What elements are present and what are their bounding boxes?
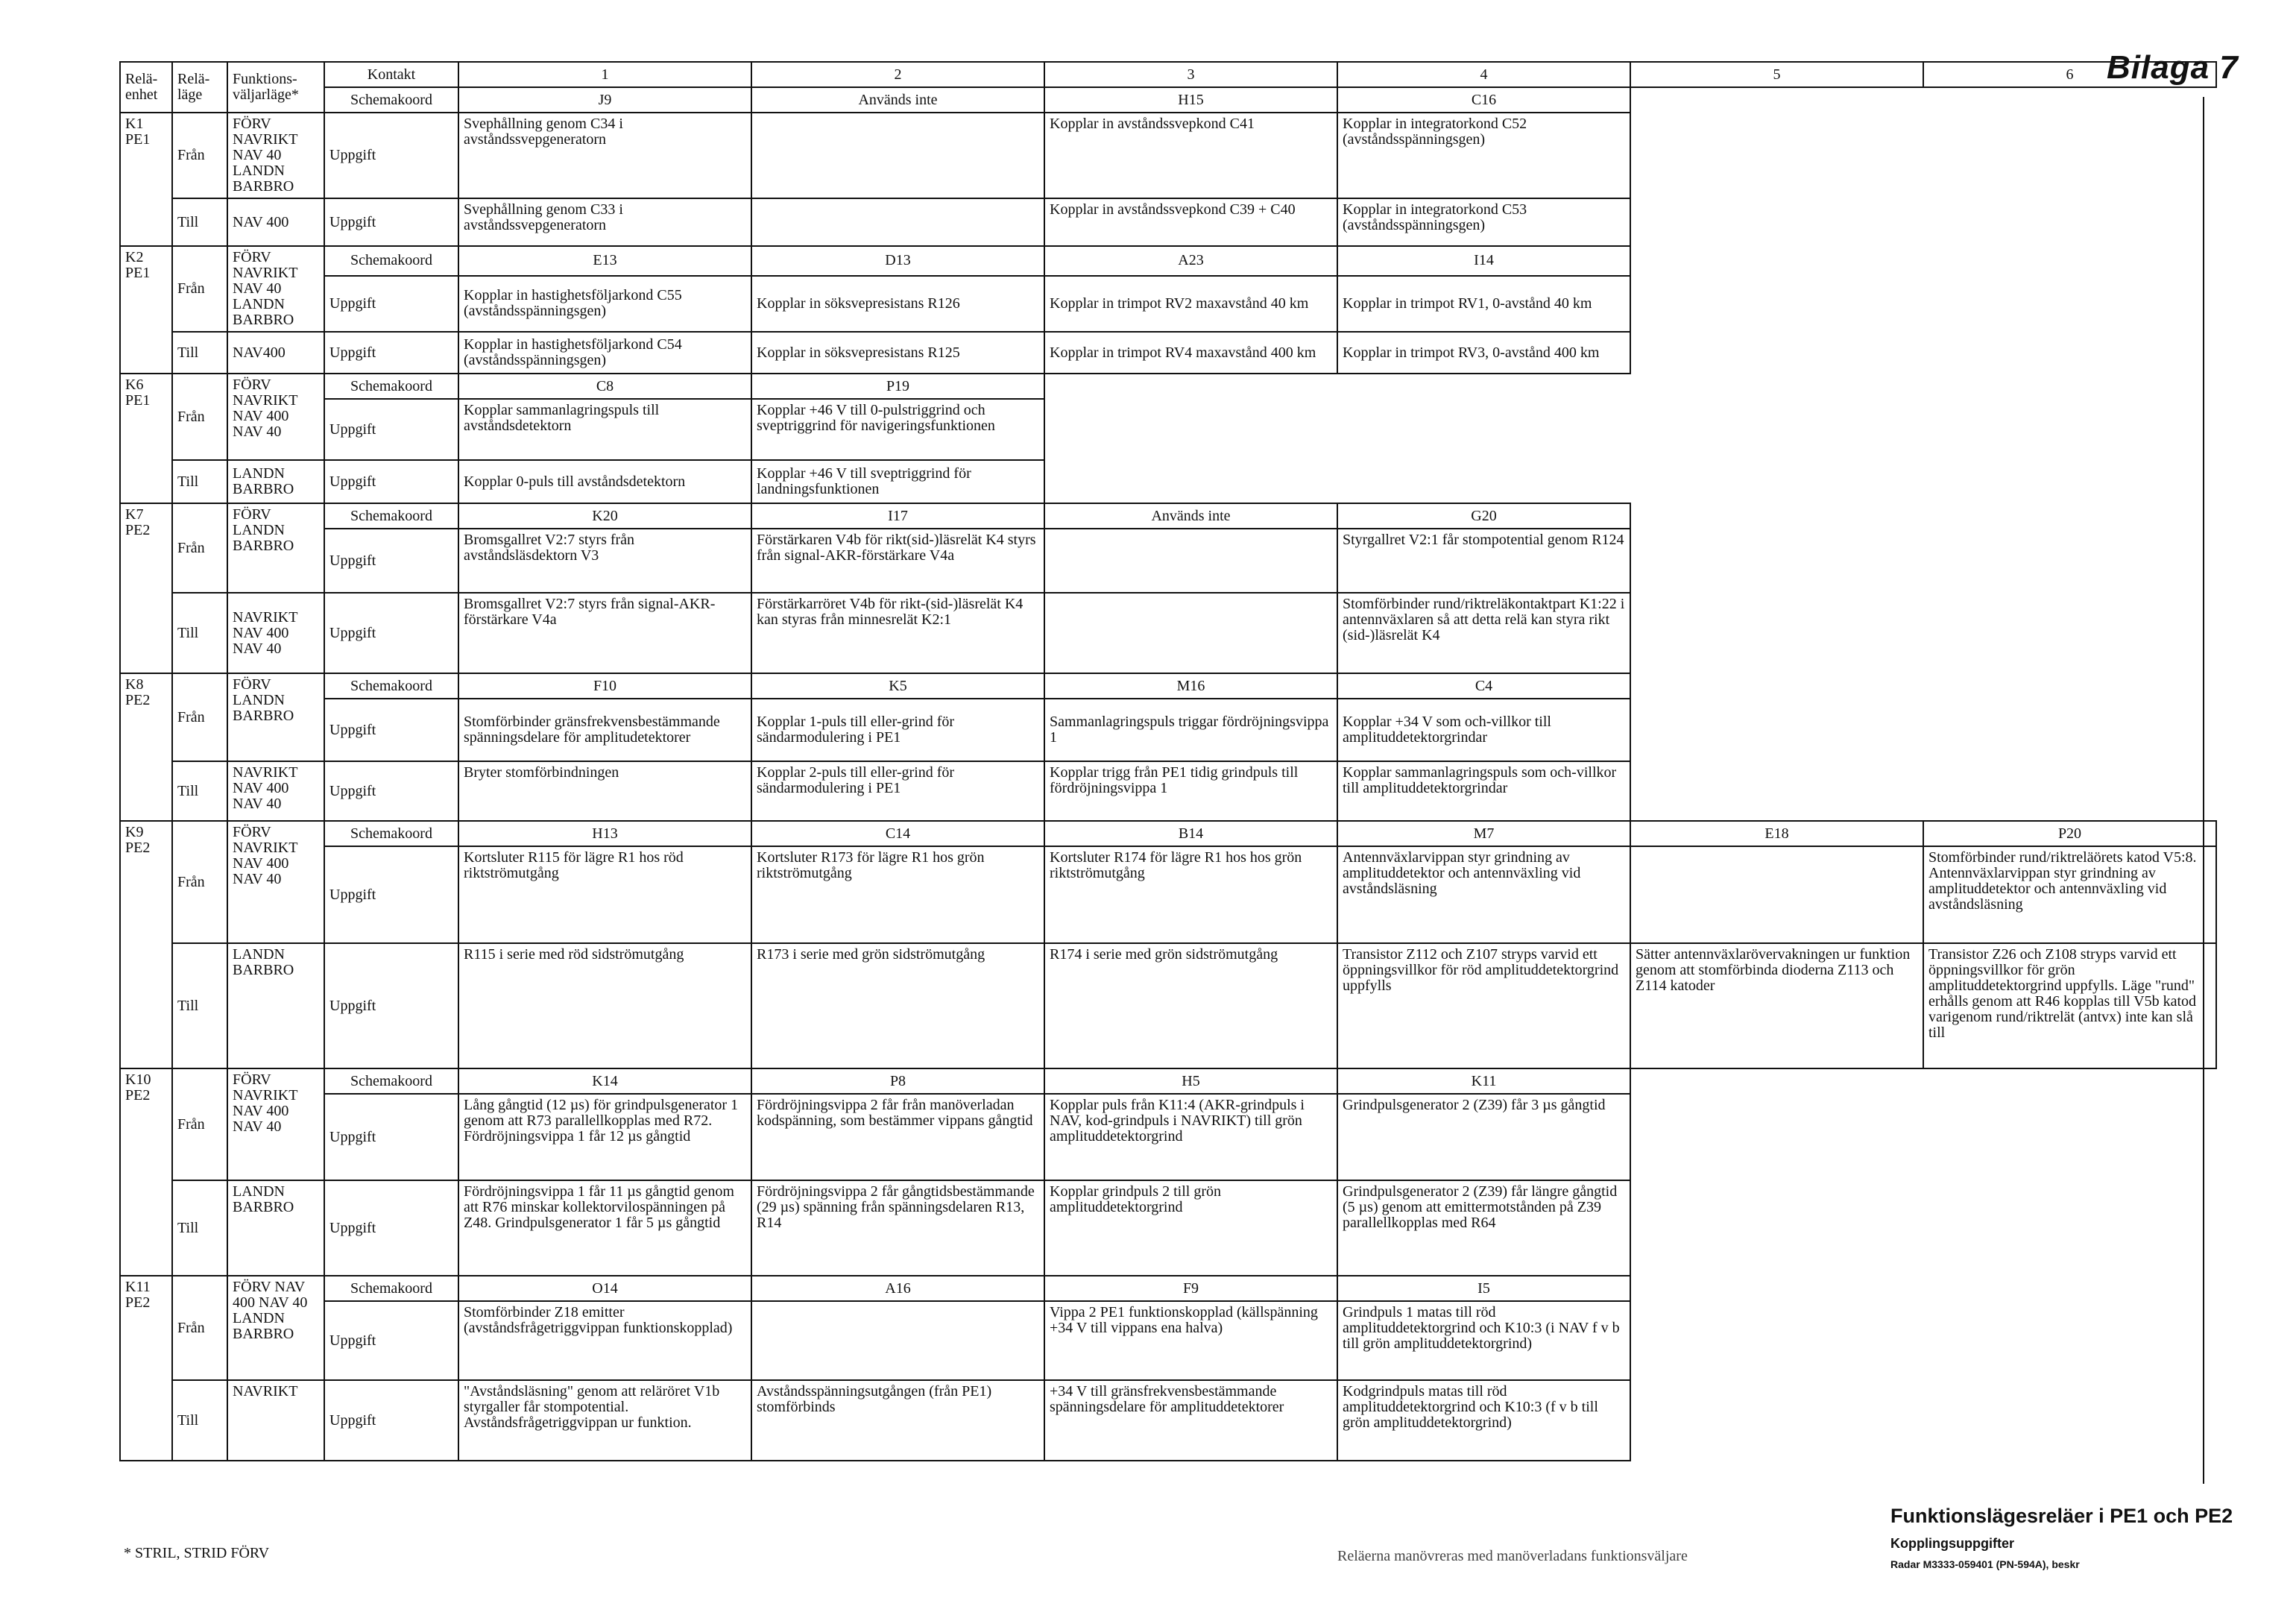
k7-fran-fv: FÖRV LANDN BARBRO	[227, 503, 324, 593]
k9-sk-4: M7	[1337, 821, 1630, 846]
k8-fran-c3: Sammanlagringspuls triggar fördröjningsvippa 1	[1044, 699, 1337, 761]
empty-cell	[1630, 761, 2216, 821]
k9-till-c6: Transistor Z26 och Z108 stryps varvid ett öppningsvillkor för grön amplituddetektorgrind uppfylls. Läge "rund" erhålls genom att R46 kopplas till V5b katod varigenom rund/riktrelät (antvx) inte kan slå till	[1923, 943, 2216, 1068]
header-col-6: 6	[1923, 62, 2216, 87]
k11-fran-uppgift: Uppgift	[324, 1301, 458, 1380]
empty-cell	[1630, 276, 2216, 332]
header-funktionsvaljarlage: Funktions-väljarläge*	[227, 62, 324, 113]
empty-cell	[1630, 87, 2216, 113]
header-col-2: 2	[751, 62, 1044, 87]
k8-fran-c4: Kopplar +34 V som och-villkor till amplituddetektorgrindar	[1337, 699, 1630, 761]
k9-sk-3: B14	[1044, 821, 1337, 846]
k1-till-c1: Svephållning genom C33 i avståndssvepgeneratorn	[458, 198, 751, 246]
k11-fran-label: Från	[172, 1276, 227, 1380]
k1-sk-3: H15	[1044, 87, 1337, 113]
appendix-label: Bilaga 7	[2107, 49, 2239, 86]
header-schemakoord: Schemakoord	[324, 87, 458, 113]
k9-till-c2: R173 i serie med grön sidströmutgång	[751, 943, 1044, 1068]
k1-fran-label: Från	[172, 113, 227, 198]
k7-sk-1: K20	[458, 503, 751, 529]
k1-till-c3: Kopplar in avståndssvepkond C39 + C40	[1044, 198, 1337, 246]
k9-sk-2: C14	[751, 821, 1044, 846]
header-col-3: 3	[1044, 62, 1337, 87]
k1-fran-c1: Svephållning genom C34 i avståndssvepgeneratorn	[458, 113, 751, 198]
header-rela-enhet: Relä-enhet	[120, 62, 172, 113]
empty-cell	[1044, 399, 2216, 460]
k8-fran-fv: FÖRV LANDN BARBRO	[227, 673, 324, 761]
k6-till-label: Till	[172, 460, 227, 503]
header-kontakt: Kontakt	[324, 62, 458, 87]
k6-fran-uppgift: Uppgift	[324, 399, 458, 460]
k10-till-c2: Fördröjningsvippa 2 får gångtidsbestämmande (29 µs) spänning från spänningsdelaren R13, R14	[751, 1180, 1044, 1276]
k9-fran-c4: Antennväxlarvippan styr grindning av amplituddetektor och antennväxling vid avståndsläsning	[1337, 846, 1630, 943]
k10-till-uppgift: Uppgift	[324, 1180, 458, 1276]
empty-cell	[1630, 1301, 2216, 1380]
empty-cell	[1630, 673, 2216, 699]
k7-fran-c3	[1044, 529, 1337, 593]
k1-till-label: Till	[172, 198, 227, 246]
k11-till-label: Till	[172, 1380, 227, 1461]
k9-fran-label: Från	[172, 821, 227, 943]
k10-sk-2: P8	[751, 1068, 1044, 1094]
k2-till-c1: Kopplar in hastighetsföljarkond C54 (avståndsspänningsgen)	[458, 332, 751, 374]
k9-till-c5: Sätter antennväxlarövervakningen ur funktion genom att stomförbinda dioderna Z113 och Z114 katoder	[1630, 943, 1923, 1068]
k8-till-c2: Kopplar 2-puls till eller-grind för sändarmodulering i PE1	[751, 761, 1044, 821]
k1-till-c4: Kopplar in integratorkond C53 (avståndsspänningsgen)	[1337, 198, 1630, 246]
empty-cell	[1630, 198, 2216, 246]
k8-till-fv: NAVRIKT NAV 400 NAV 40	[227, 761, 324, 821]
k7-till-c3	[1044, 593, 1337, 673]
k8-fran-uppgift: Uppgift	[324, 699, 458, 761]
k8-unit: K8 PE2	[120, 673, 172, 821]
empty-cell	[1630, 503, 2216, 529]
empty-cell	[1630, 593, 2216, 673]
k8-fran-c2: Kopplar 1-puls till eller-grind för sändarmodulering i PE1	[751, 699, 1044, 761]
k7-till-c1: Bromsgallret V2:7 styrs från signal-AKR-förstärkare V4a	[458, 593, 751, 673]
k6-till-fv: LANDN BARBRO	[227, 460, 324, 503]
k10-till-c3: Kopplar grindpuls 2 till grön amplituddetektorgrind	[1044, 1180, 1337, 1276]
k9-fran-c1: Kortsluter R115 för lägre R1 hos röd riktströmutgång	[458, 846, 751, 943]
k11-fran-c4: Grindpuls 1 matas till röd amplituddetektorgrind och K10:3 (i NAV f v b till grön amplituddetektorgrind)	[1337, 1301, 1630, 1380]
k11-fran-c2	[751, 1301, 1044, 1380]
k9-till-c4: Transistor Z112 och Z107 stryps varvid ett öppningsvillkor för röd amplituddetektorgrind uppfylls	[1337, 943, 1630, 1068]
k10-fran-uppgift: Uppgift	[324, 1094, 458, 1180]
k6-sk-1: C8	[458, 374, 751, 399]
k11-till-uppgift: Uppgift	[324, 1380, 458, 1461]
k7-sk-4: G20	[1337, 503, 1630, 529]
k7-till-fv: NAVRIKT NAV 400 NAV 40	[227, 593, 324, 673]
k2-fran-uppgift: Uppgift	[324, 276, 458, 332]
k10-sk-1: K14	[458, 1068, 751, 1094]
k2-unit: K2 PE1	[120, 246, 172, 374]
k1-sk-2: Används inte	[751, 87, 1044, 113]
k11-fran-c1: Stomförbinder Z18 emitter (avståndsfrågetriggvippan funktionskopplad)	[458, 1301, 751, 1380]
k2-fran-c4: Kopplar in trimpot RV1, 0-avstånd 40 km	[1337, 276, 1630, 332]
k11-schemakoord: Schemakoord	[324, 1276, 458, 1301]
empty-cell	[1630, 1276, 2216, 1301]
empty-cell	[1630, 1094, 2216, 1180]
document-reference: Radar M3333-059401 (PN-594A), beskr	[1890, 1558, 2080, 1570]
k11-sk-4: I5	[1337, 1276, 1630, 1301]
k9-fran-c3: Kortsluter R174 för lägre R1 hos hos grön riktströmutgång	[1044, 846, 1337, 943]
k10-unit: K10 PE2	[120, 1068, 172, 1276]
k2-till-uppgift: Uppgift	[324, 332, 458, 374]
k10-sk-3: H5	[1044, 1068, 1337, 1094]
k11-till-c4: Kodgrindpuls matas till röd amplituddetektorgrind och K10:3 (f v b till grön amplituddetektorgrind)	[1337, 1380, 1630, 1461]
k7-sk-2: I17	[751, 503, 1044, 529]
k1-till-c2	[751, 198, 1044, 246]
k10-schemakoord: Schemakoord	[324, 1068, 458, 1094]
k10-till-fv: LANDN BARBRO	[227, 1180, 324, 1276]
relay-table	[119, 61, 2217, 1461]
k7-fran-c1: Bromsgallret V2:7 styrs från avståndsläsdektorn V3	[458, 529, 751, 593]
empty-cell	[1630, 1068, 2216, 1094]
header-col-5: 5	[1630, 62, 1923, 87]
k1-fran-fv: FÖRV NAVRIKT NAV 40 LANDN BARBRO	[227, 113, 324, 198]
k11-fran-c3: Vippa 2 PE1 funktionskopplad (källspänning +34 V till vippans ena halva)	[1044, 1301, 1337, 1380]
k7-fran-c2: Förstärkaren V4b för rikt(sid-)läsrelät K4 styrs från signal-AKR-förstärkare V4a	[751, 529, 1044, 593]
k11-fran-fv: FÖRV NAV 400 NAV 40 LANDN BARBRO	[227, 1276, 324, 1380]
k2-fran-fv: FÖRV NAVRIKT NAV 40 LANDN BARBRO	[227, 246, 324, 332]
k9-sk-1: H13	[458, 821, 751, 846]
k9-till-c1: R115 i serie med röd sidströmutgång	[458, 943, 751, 1068]
k8-sk-4: C4	[1337, 673, 1630, 699]
k7-till-label: Till	[172, 593, 227, 673]
k2-fran-c1: Kopplar in hastighetsföljarkond C55 (avståndsspänningsgen)	[458, 276, 751, 332]
k10-fran-c4: Grindpulsgenerator 2 (Z39) får 3 µs gångtid	[1337, 1094, 1630, 1180]
k2-till-fv: NAV400	[227, 332, 324, 374]
k7-sk-3: Används inte	[1044, 503, 1337, 529]
k11-sk-3: F9	[1044, 1276, 1337, 1301]
k8-fran-c1: Stomförbinder gränsfrekvensbestämmande spänningsdelare för amplitudetektorer	[458, 699, 751, 761]
k8-till-c3: Kopplar trigg från PE1 tidig grindpuls till fördröjningsvippa 1	[1044, 761, 1337, 821]
k8-till-label: Till	[172, 761, 227, 821]
k7-till-c4: Stomförbinder rund/riktreläkontaktpart K1:22 i antennväxlaren så att detta relä kan styra rikt (sid-)läsrelät K4	[1337, 593, 1630, 673]
empty-cell	[1630, 1380, 2216, 1461]
k1-till-fv: NAV 400	[227, 198, 324, 246]
k10-fran-c3: Kopplar puls från K11:4 (AKR-grindpuls i NAV, kod-grindpuls i NAVRIKT) till grön amplituddetektorgrind	[1044, 1094, 1337, 1180]
k10-till-c4: Grindpulsgenerator 2 (Z39) får längre gångtid (5 µs) genom att emittermotstånden på Z39 parallellkopplas med R64	[1337, 1180, 1630, 1276]
k2-sk-3: A23	[1044, 246, 1337, 276]
k6-till-c1: Kopplar 0-puls till avståndsdetektorn	[458, 460, 751, 503]
k2-till-c3: Kopplar in trimpot RV4 maxavstånd 400 km	[1044, 332, 1337, 374]
k2-till-c2: Kopplar in söksvepresistans R125	[751, 332, 1044, 374]
k8-till-c1: Bryter stomförbindningen	[458, 761, 751, 821]
k9-sk-6: P20	[1923, 821, 2216, 846]
document-subtitle: Kopplingsuppgifter	[1890, 1536, 2014, 1551]
k6-unit: K6 PE1	[120, 374, 172, 503]
k1-sk-1: J9	[458, 87, 751, 113]
k8-sk-1: F10	[458, 673, 751, 699]
header-col-4: 4	[1337, 62, 1630, 87]
k8-till-c4: Kopplar sammanlagringspuls som och-villkor till amplituddetektorgrindar	[1337, 761, 1630, 821]
k1-fran-c2	[751, 113, 1044, 198]
k9-fran-c5	[1630, 846, 1923, 943]
empty-cell	[1630, 246, 2216, 276]
k8-till-uppgift: Uppgift	[324, 761, 458, 821]
k10-till-label: Till	[172, 1180, 227, 1276]
k7-till-c2: Förstärkarröret V4b för rikt-(sid-)läsrelät K4 kan styras från minnesrelät K2:1	[751, 593, 1044, 673]
k2-fran-c3: Kopplar in trimpot RV2 maxavstånd 40 km	[1044, 276, 1337, 332]
k8-schemakoord: Schemakoord	[324, 673, 458, 699]
empty-cell	[1044, 460, 2216, 503]
k7-fran-label: Från	[172, 503, 227, 593]
k2-fran-c2: Kopplar in söksvepresistans R126	[751, 276, 1044, 332]
k11-till-c2: Avståndsspänningsutgången (från PE1) stomförbinds	[751, 1380, 1044, 1461]
k11-till-fv: NAVRIKT	[227, 1380, 324, 1461]
k10-sk-4: K11	[1337, 1068, 1630, 1094]
empty-cell	[1630, 529, 2216, 593]
k8-sk-2: K5	[751, 673, 1044, 699]
empty-cell	[1044, 374, 2216, 399]
k7-till-uppgift: Uppgift	[324, 593, 458, 673]
k9-till-label: Till	[172, 943, 227, 1068]
k2-sk-4: I14	[1337, 246, 1630, 276]
k6-till-uppgift: Uppgift	[324, 460, 458, 503]
footer-caption: Reläerna manövreras med manöverladans funktionsväljare	[1337, 1548, 1688, 1564]
empty-cell	[1630, 332, 2216, 374]
k8-fran-label: Från	[172, 673, 227, 761]
k11-sk-2: A16	[751, 1276, 1044, 1301]
k10-fran-c2: Fördröjningsvippa 2 får från manöverladan kodspänning, som bestämmer vippans gångtid	[751, 1094, 1044, 1180]
k2-sk-1: E13	[458, 246, 751, 276]
k2-schemakoord: Schemakoord	[324, 246, 458, 276]
k1-fran-uppgift: Uppgift	[324, 113, 458, 198]
k7-fran-uppgift: Uppgift	[324, 529, 458, 593]
k6-fran-label: Från	[172, 374, 227, 460]
empty-cell	[1630, 113, 2216, 198]
k9-till-c3: R174 i serie med grön sidströmutgång	[1044, 943, 1337, 1068]
k6-sk-2: P19	[751, 374, 1044, 399]
k11-till-c1: "Avståndsläsning" genom att reläröret V1b styrgaller får stompotential. Avståndsfrågetriggvippan ur funktion.	[458, 1380, 751, 1461]
k2-till-label: Till	[172, 332, 227, 374]
k11-sk-1: O14	[458, 1276, 751, 1301]
k1-fran-c4: Kopplar in integratorkond C52 (avståndsspänningsgen)	[1337, 113, 1630, 198]
k2-fran-label: Från	[172, 246, 227, 332]
k6-schemakoord: Schemakoord	[324, 374, 458, 399]
k9-schemakoord: Schemakoord	[324, 821, 458, 846]
k1-till-uppgift: Uppgift	[324, 198, 458, 246]
k7-fran-c4: Styrgallret V2:1 får stompotential genom R124	[1337, 529, 1630, 593]
k9-till-fv: LANDN BARBRO	[227, 943, 324, 1068]
k10-fran-label: Från	[172, 1068, 227, 1180]
k8-sk-3: M16	[1044, 673, 1337, 699]
k6-fran-c2: Kopplar +46 V till 0-pulstriggrind och sveptriggrind för navigeringsfunktionen	[751, 399, 1044, 460]
k9-fran-c2: Kortsluter R173 för lägre R1 hos grön riktströmutgång	[751, 846, 1044, 943]
k6-till-c2: Kopplar +46 V till sveptriggrind för landningsfunktionen	[751, 460, 1044, 503]
header-rela-lage: Relä-läge	[172, 62, 227, 113]
k9-sk-5: E18	[1630, 821, 1923, 846]
k10-fran-fv: FÖRV NAVRIKT NAV 400 NAV 40	[227, 1068, 324, 1180]
k2-sk-2: D13	[751, 246, 1044, 276]
k10-fran-c1: Lång gångtid (12 µs) för grindpulsgenerator 1 genom att R73 parallellkopplas med R72. Fördröjningsvippa 1 får 12 µs gångtid	[458, 1094, 751, 1180]
k2-till-c4: Kopplar in trimpot RV3, 0-avstånd 400 km	[1337, 332, 1630, 374]
k9-unit: K9 PE2	[120, 821, 172, 1068]
header-col-1: 1	[458, 62, 751, 87]
empty-cell	[1630, 1180, 2216, 1276]
k1-unit: K1 PE1	[120, 113, 172, 246]
k9-till-uppgift: Uppgift	[324, 943, 458, 1068]
k9-fran-c6: Stomförbinder rund/riktreläörets katod V5:8. Antennväxlarvippan styr grindning av amplituddetektor och antennväxling vid avståndsläsning	[1923, 846, 2216, 943]
k9-fran-fv: FÖRV NAVRIKT NAV 400 NAV 40	[227, 821, 324, 943]
k7-schemakoord: Schemakoord	[324, 503, 458, 529]
k11-unit: K11 PE2	[120, 1276, 172, 1461]
footnote: * STRIL, STRID FÖRV	[124, 1545, 270, 1561]
k7-unit: K7 PE2	[120, 503, 172, 673]
k1-fran-c3: Kopplar in avståndssvepkond C41	[1044, 113, 1337, 198]
k9-fran-uppgift: Uppgift	[324, 846, 458, 943]
k10-till-c1: Fördröjningsvippa 1 får 11 µs gångtid genom att R76 minskar kollektorvilospänningen på Z48. Grindpulsgenerator 1 får 5 µs gångtid	[458, 1180, 751, 1276]
k6-fran-c1: Kopplar sammanlagringspuls till avståndsdetektorn	[458, 399, 751, 460]
k11-till-c3: +34 V till gränsfrekvensbestämmande spänningsdelare för amplituddetektorer	[1044, 1380, 1337, 1461]
empty-cell	[1630, 699, 2216, 761]
document-title: Funktionslägesreläer i PE1 och PE2	[1890, 1505, 2233, 1527]
k6-fran-fv: FÖRV NAVRIKT NAV 400 NAV 40	[227, 374, 324, 460]
k1-sk-4: C16	[1337, 87, 1630, 113]
